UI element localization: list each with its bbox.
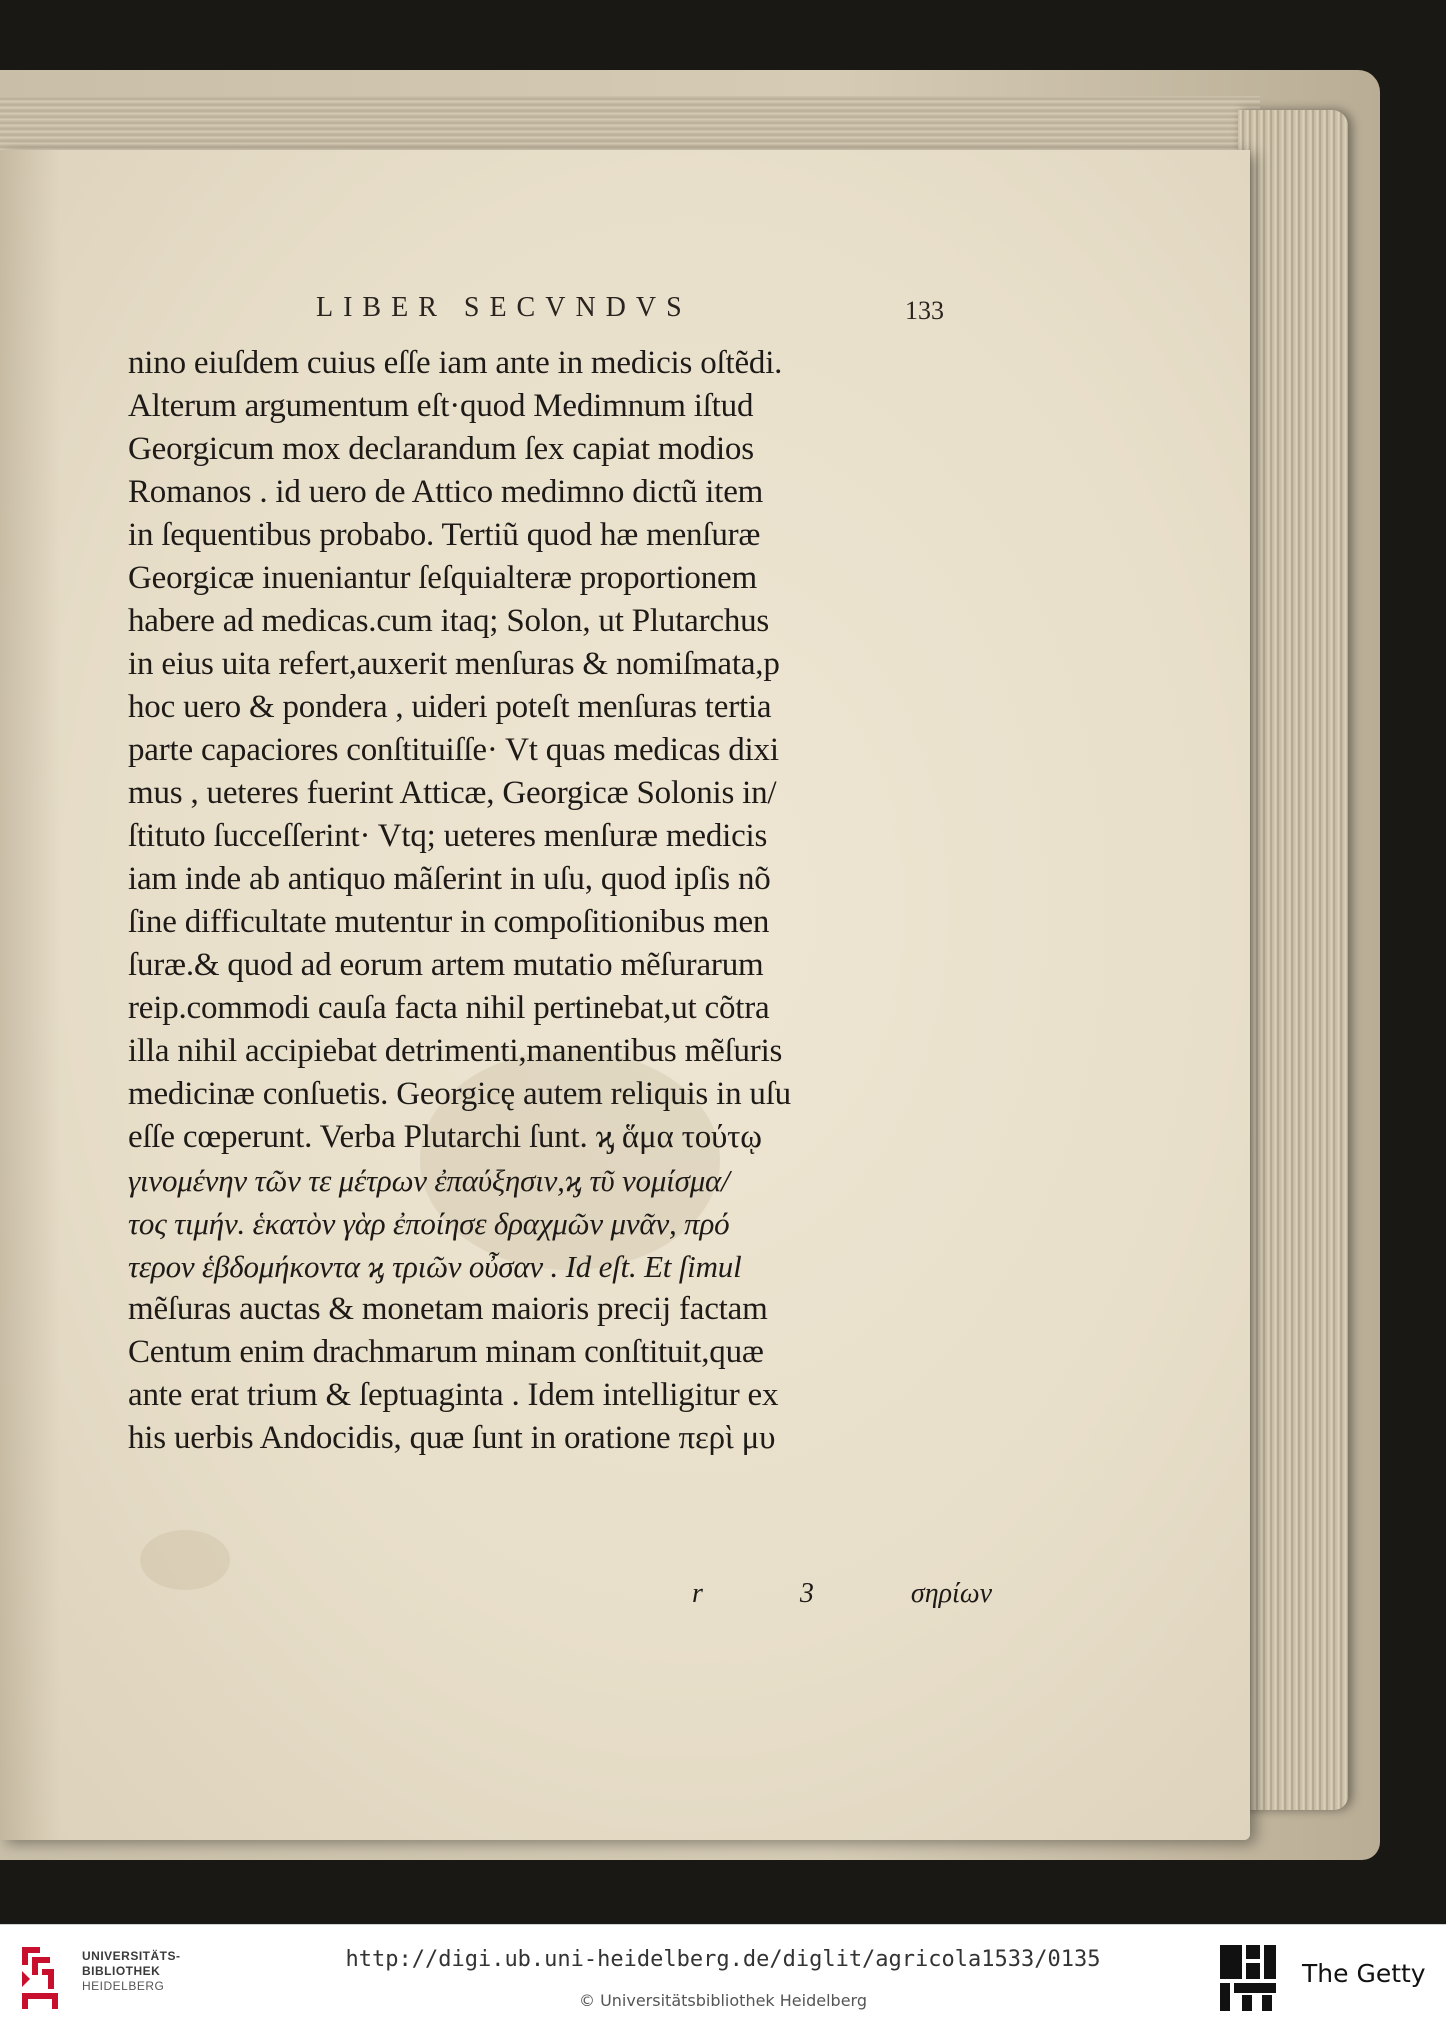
page-top-edges [0, 96, 1260, 158]
text-line: parte capaciores conſtituiſſe· Vt quas medicas dixi [128, 732, 779, 768]
library-name-line1: UNIVERSITÄTS- [82, 1949, 181, 1963]
text-block [128, 342, 938, 1460]
text-line: τερον ἑβδομήκοντα ϗ τριῶν οὖσαν . Id eſt. Et ſimul [128, 1249, 742, 1284]
text-line: nino eiuſdem cuius eſſe iam ante in medicis oſtẽdi. [128, 345, 783, 381]
permalink-url[interactable]: http://digi.ub.uni-heidelberg.de/diglit/agricola1533/0135 [345, 1947, 1101, 1972]
text-line: his uerbis Andocidis, quæ ſunt in oratione περὶ μυ [128, 1420, 776, 1456]
text-line: ſuræ.& quod ad eorum artem mutatio mẽſurarum [128, 947, 764, 983]
text-line: mẽſuras auctas & monetam maioris precij factam [128, 1291, 768, 1327]
library-name-line2: BIBLIOTHEK [82, 1964, 161, 1978]
running-head: LIBER SECVNDVS [316, 292, 692, 323]
logo-shape [42, 1969, 54, 1989]
library-name-line3: HEIDELBERG [82, 1979, 165, 1993]
text-line: ſine difficultate mutentur in compoſitionibus men [128, 904, 770, 940]
text-line: Romanos . id uero de Attico medimno dictũ item [128, 474, 764, 510]
copyright-notice: © Universitätsbibliothek Heidelberg [578, 1991, 867, 2010]
text-line: γινομένην τῶν τε μέτρων ἐπαύξησιν,ϗ τῦ νομίσμα/ [128, 1163, 730, 1198]
text-line: Georgicum mox declarandum ſex capiat modios [128, 431, 754, 467]
text-line: habere ad medicas.cum itaq; Solon, ut Plutarchus [128, 603, 770, 639]
logo-shape [22, 1971, 30, 1987]
getty-logo-icon[interactable] [1218, 1943, 1278, 2015]
text-line: reip.commodi cauſa facta nihil pertinebat,ut cõtra [128, 990, 770, 1026]
text-line: hoc uero & pondera , uideri poteſt menſuras tertia [128, 689, 772, 725]
getty-label: The Getty [1302, 1959, 1426, 1988]
text-line: in ſequentibus probabo. Tertiũ quod hæ menſuræ [128, 517, 761, 553]
text-line: medicinæ conſuetis. Georgicę autem reliquis in uſu [128, 1076, 791, 1112]
text-line: in eius uita refert,auxerit menſuras & nomiſmata,p [128, 646, 780, 682]
folio-number: 133 [905, 296, 944, 325]
text-line: illa nihil accipiebat detrimenti,manentibus mẽſuris [128, 1033, 783, 1069]
text-line: Alterum argumentum eſt·quod Medimnum iſtud [128, 388, 754, 424]
text-line: τος τιμήν. ἑκατὸν γὰρ ἐποίησε δραχμῶν μνᾶν, πρό [128, 1206, 730, 1241]
text-line: iam inde ab antiquo mãſerint in uſu, quod ipſis nõ [128, 861, 771, 897]
text-line: Georgicæ inueniantur ſeſquialteræ proportionem [128, 560, 757, 596]
text-line: eſſe cœperunt. Verba Plutarchi ſunt. ϗ ἅμα τούτῳ [128, 1119, 762, 1155]
text-line: mus , ueteres fuerint Atticæ, Georgicæ Solonis in/ [128, 775, 777, 811]
text-line: ſtituto ſucceſſerint· Vtq; ueteres menſuræ medicis [128, 818, 768, 854]
text-line: ante erat trium & ſeptuaginta . Idem intelligitur ex [128, 1377, 779, 1413]
text-line: Centum enim drachmarum minam conſtituit,quæ [128, 1334, 764, 1370]
paper-stain [140, 1530, 230, 1590]
page-fore-edges [1238, 110, 1348, 1810]
signature-catchword: r 3 σηρίων [692, 1578, 993, 1609]
viewer-footer [0, 1924, 1446, 2029]
